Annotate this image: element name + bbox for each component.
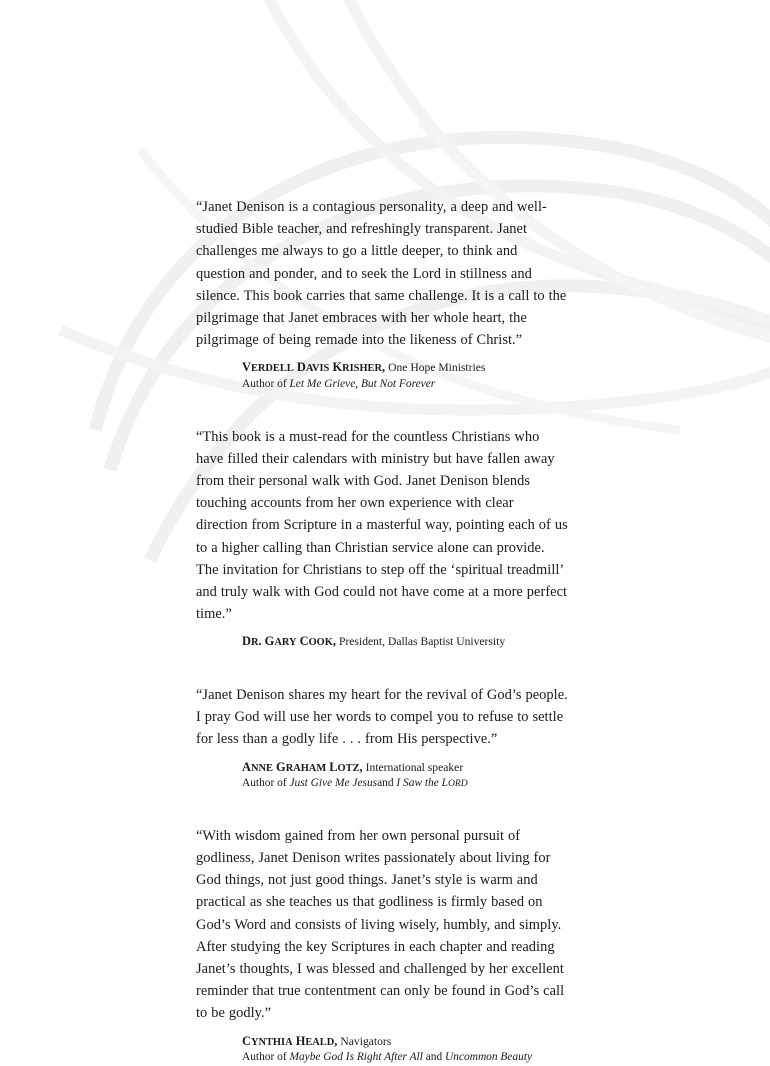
endorsement-block xyxy=(196,196,568,393)
endorsement-block xyxy=(196,426,568,651)
book-conjunction: and xyxy=(425,1051,443,1064)
endorser-name: ANNE GRAHAM LOTZ, xyxy=(242,759,363,774)
book-title-secondary: I Saw the LORD xyxy=(396,777,468,790)
book-title: Just Give Me Jesus xyxy=(289,777,378,790)
attribution-name-line xyxy=(242,1034,568,1051)
endorser-name: DR. GARY COOK, xyxy=(242,634,336,649)
endorser-role: One Hope Ministries xyxy=(388,361,486,375)
endorser-role: International speaker xyxy=(365,760,464,774)
book-title: Let Me Grieve, But Not Forever xyxy=(289,378,436,391)
endorsement-quote: “Janet Denison shares my heart for the revival of God’s people. I pray God will use her words to compel you to refuse to settle for less than a godly life . . . from His perspective.” xyxy=(196,687,568,748)
author-of-label: Author of xyxy=(242,777,287,790)
endorsements-list xyxy=(196,196,568,1066)
endorsement-attribution xyxy=(196,1034,568,1066)
attribution-name-line xyxy=(242,760,568,777)
attribution-author-line xyxy=(242,776,568,792)
endorsement-quote: “Janet Denison is a contagious personality, a deep and well-studied Bible teacher, and refreshingly transparent. Janet challenges me always to go a little deeper, to think and question and ponder, and to seek the Lord in stillness and silence. This book carries that same challenge. It is a call to the pilgrimage that Janet embraces with her whole heart, the pilgrimage of being remade into the likeness of Christ.” xyxy=(196,199,567,349)
endorsement-block xyxy=(196,825,568,1066)
endorsement-quote: “This book is a must-read for the countless Christians who have filled their calendars with ministry but have fallen away from their personal walk with God. Janet Denison blends touching accounts from her own experience with clear direction from Scripture in a masterful way, pointing each of us to a higher calling than Christian service alone can provide. The invitation for Christians to step off the ‘spiritual treadmill’ and truly walk with God could not have come at a more perfect time.” xyxy=(196,428,568,623)
endorsement-attribution xyxy=(196,360,568,392)
attribution-author-line xyxy=(242,377,568,393)
book-title: Maybe God Is Right After All xyxy=(289,1051,423,1064)
endorser-name: VERDELL DAVIS KRISHER, xyxy=(242,360,386,375)
endorsement-attribution xyxy=(196,634,568,651)
author-of-label: Author of xyxy=(242,1051,287,1064)
endorser-role: President, Dallas Baptist University xyxy=(339,635,506,649)
attribution-name-line xyxy=(242,360,568,377)
book-conjunction: and xyxy=(377,777,394,790)
endorser-name: CYNTHIA HEALD, xyxy=(242,1033,338,1048)
endorsement-attribution xyxy=(196,760,568,792)
endorsement-quote: “With wisdom gained from her own personal pursuit of godliness, Janet Denison writes passionately about living for God things, not just good things. Janet’s style is warm and practical as she teaches us that godliness is firmly based on God’s Word and consists of living wisely, humbly, and simply. After studying the key Scriptures in each chapter and reading Janet’s thoughts, I was blessed and challenged by her excellent reminder that true contentment can only be found in God’s call to be godly.” xyxy=(196,827,565,1022)
author-of-label: Author of xyxy=(242,378,287,391)
endorsement-block xyxy=(196,684,568,792)
book-title-secondary: Uncommon Beauty xyxy=(445,1051,533,1064)
attribution-name-line xyxy=(242,634,568,651)
endorser-role: Navigators xyxy=(340,1034,392,1048)
attribution-author-line xyxy=(242,1050,568,1066)
